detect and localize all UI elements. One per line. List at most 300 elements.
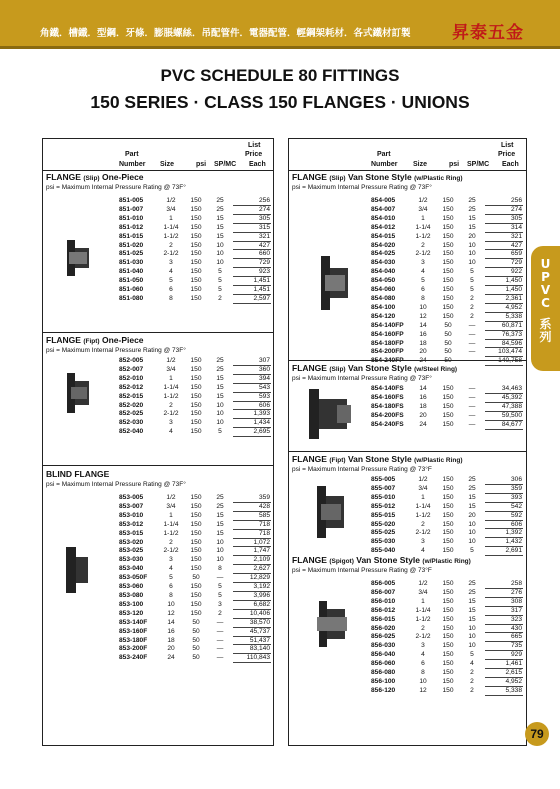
sp-mc: — [216,636,224,644]
table-row [371,348,523,357]
list-price: 665 [485,633,523,642]
list-price: 2,627 [233,565,271,574]
size: 10 [419,303,427,311]
sp-mc: 10 [216,250,224,258]
part-number: 856-005 [371,580,396,588]
sp-mc: 25 [216,502,224,510]
psi: 150 [442,294,454,302]
table-row [119,556,271,565]
sp-mc: — [216,574,224,582]
size: 2 [421,520,425,528]
table-row [371,686,523,695]
psi-note: psi = Maximum Internal Pressure Rating @ 73F° [46,184,186,191]
part-number: 853-007 [119,502,144,510]
table-row [371,677,523,686]
psi: 150 [190,268,202,276]
sp-mc: 10 [468,529,476,537]
part-number: 853-160F [119,627,148,635]
psi: 150 [442,286,454,294]
psi-note: psi = Maximum Internal Pressure Rating @ 73°F [292,567,432,574]
table-row [371,597,523,606]
list-price: 315 [233,223,271,232]
psi-note: psi = Maximum Internal Pressure Rating @ 73F° [292,184,432,191]
part-number: 854-100 [371,303,396,311]
part-number: 854-080 [371,294,396,302]
part-number: 853-080 [119,591,144,599]
table-row [371,205,523,214]
size: 1-1/4 [415,223,431,231]
sp-mc: 2 [470,686,474,694]
psi: 150 [190,223,202,231]
psi: 150 [190,241,202,249]
size: 18 [419,402,427,410]
psi: 150 [442,651,454,659]
part-number: 854-200FP [371,348,404,356]
size: 2-1/2 [163,250,179,258]
sp-mc: 15 [216,511,224,519]
sp-mc: — [468,348,476,356]
left-price-panel [42,138,274,746]
table-row [119,520,271,529]
sp-mc: 5 [470,651,474,659]
table-row [119,419,271,428]
list-price: 359 [233,494,271,502]
part-number: 851-012 [119,223,144,231]
list-price: 308 [485,597,523,606]
sp-mc: 15 [216,520,224,528]
price-label: Price [245,151,263,158]
table-row [119,250,271,259]
table-row [119,609,271,618]
part-number: 852-025 [119,410,144,418]
list-price: 922 [485,268,523,277]
part-number: 853-180F [119,636,148,644]
column-header [289,139,526,171]
list-price: 718 [233,529,271,538]
size: 8 [169,294,173,302]
part-number: 852-030 [119,419,144,427]
list-price: 359 [485,484,523,493]
section-title: FLANGE (Fipt) Van Stone Style (w/Plastic Ring) [292,454,463,464]
part-number: 851-005 [119,197,144,205]
table-row [119,401,271,410]
list-price: 2,109 [233,556,271,565]
table-row [119,600,271,609]
size: 5 [421,277,425,285]
list-price: 3,192 [233,583,271,592]
list-price: 103,474 [485,348,523,357]
sp-mc: — [468,393,476,401]
table-row [119,428,271,437]
list-price: 3,996 [233,591,271,600]
list-label: List [501,142,514,149]
psi: 150 [442,197,454,205]
size: 1-1/2 [415,615,431,623]
table-row [119,565,271,574]
sp-mc: — [216,627,224,635]
column-header [43,139,273,171]
table-row [371,538,523,547]
section-title: FLANGE (Spigot) Van Stone Style (w/Plastic Ring) [292,555,471,565]
psi: 150 [442,241,454,249]
section-divider [43,332,273,333]
sp-mc: 15 [216,232,224,240]
psi: 150 [442,268,454,276]
blind-flange-image [63,543,93,597]
section-title: FLANGE (Slip) Van Stone Style (w/Plastic Ring) [292,172,463,182]
table-row [371,476,523,484]
psi: 150 [442,476,454,484]
table-row [371,651,523,660]
size: 1-1/2 [163,392,179,400]
flange-slip-image [65,230,93,286]
table-row [371,606,523,615]
part-number: 853-240F [119,654,148,662]
sp-mc: 10 [216,401,224,409]
sp-mc: — [468,411,476,419]
list-price: 606 [485,520,523,529]
size: 3 [169,556,173,564]
number-label: Number [119,161,146,168]
table-row [119,365,271,374]
table-row [371,642,523,651]
part-number: 851-040 [119,268,144,276]
psi: 50 [444,339,452,347]
size: 3/4 [166,205,176,213]
table-row [371,393,523,402]
sp-mc: — [216,618,224,626]
part-number: 855-030 [371,538,396,546]
table-row [119,294,271,303]
size: 2-1/2 [163,410,179,418]
psi: 150 [442,277,454,285]
table-row [119,538,271,547]
number-label: Number [371,161,398,168]
psi: 150 [442,232,454,240]
psi: 150 [442,633,454,641]
sp-mc: 25 [468,580,476,588]
list-price: 360 [233,365,271,374]
list-price: 542 [485,502,523,511]
size: 4 [421,651,425,659]
part-number: 855-005 [371,476,396,484]
sp-mc: 10 [468,538,476,546]
psi: 150 [190,197,202,205]
sp-mc: 15 [468,615,476,623]
part-number: 853-025 [119,547,144,555]
table-row [371,511,523,520]
side-tab-char: 列 [539,330,552,344]
sp-mc: — [468,357,476,365]
sp-mc: 15 [468,223,476,231]
sp-mc: 10 [216,538,224,546]
list-price: 5,338 [485,312,523,321]
list-price: 393 [485,493,523,502]
category-side-tab [531,246,560,371]
part-number: 853-020 [119,538,144,546]
psi: 150 [190,357,202,365]
table-row [371,411,523,420]
part-number: 851-080 [119,294,144,302]
list-price: 430 [485,624,523,633]
table-row [371,624,523,633]
part-number: 854-160FP [371,330,404,338]
psi: 50 [444,348,452,356]
part-number: 853-050F [119,574,148,582]
psi: 50 [192,618,200,626]
psi: 150 [190,383,202,391]
size: 1 [421,214,425,222]
psi: 150 [190,214,202,222]
table-row [119,214,271,223]
banner-divider [0,46,560,49]
part-number: 856-040 [371,651,396,659]
each-label: Each [502,161,519,168]
side-tab-char: P [541,270,550,284]
table-row [371,493,523,502]
list-price: 45,392 [485,393,523,402]
part-number: 854-005 [371,197,396,205]
sp-mc: 3 [218,600,222,608]
size: 8 [169,591,173,599]
psi: 150 [442,588,454,596]
list-price: 47,388 [485,402,523,411]
sp-mc: 5 [218,286,222,294]
price-table [119,494,271,663]
table-row [119,223,271,232]
sp-mc: 10 [468,624,476,632]
size: 24 [419,420,427,428]
list-price: 729 [233,259,271,268]
list-price: 317 [485,606,523,615]
sp-mc: 15 [468,502,476,510]
price-table [371,476,523,556]
sp-mc: 2 [470,677,474,685]
psi: 150 [442,669,454,677]
size: 1 [169,214,173,222]
psi: 150 [190,583,202,591]
sp-mc: 10 [216,259,224,267]
part-number: 852-020 [119,401,144,409]
part-number: 851-020 [119,241,144,249]
size: 3/4 [418,484,428,492]
list-price: 110,843 [233,654,271,663]
table-row [371,402,523,411]
size: 8 [421,294,425,302]
psi: 150 [442,597,454,605]
price-label: Price [498,151,516,158]
part-label: Part [377,151,391,158]
psi: 150 [190,205,202,213]
table-row [371,385,523,393]
price-table [371,197,523,366]
list-price: 592 [485,511,523,520]
sp-mc: — [468,330,476,338]
list-price: 1,393 [233,410,271,419]
part-number: 856-020 [371,624,396,632]
psi: 150 [190,286,202,294]
psi: 150 [442,580,454,588]
size: 20 [419,348,427,356]
part-number: 854-010 [371,214,396,222]
list-price: 606 [233,401,271,410]
flange-fipt-image [65,367,93,419]
sp-mc: 2 [470,669,474,677]
table-row [119,654,271,663]
table-row [119,574,271,583]
psi: 150 [190,428,202,436]
sp-mc: 5 [218,428,222,436]
price-table [119,357,271,437]
sp-mc: 25 [216,197,224,205]
psi: 150 [442,250,454,258]
size: 3/4 [418,588,428,596]
list-price: 2,615 [485,669,523,678]
table-row [371,303,523,312]
sp-mc: 15 [216,223,224,231]
table-row [371,330,523,339]
size: 1/2 [166,357,176,365]
table-row [119,241,271,250]
psi: 150 [442,624,454,632]
psi: 150 [190,600,202,608]
part-number: 851-010 [119,214,144,222]
part-number: 854-120 [371,312,396,320]
list-price: 305 [485,214,523,223]
part-number: 856-025 [371,633,396,641]
table-row [371,420,523,429]
part-number: 854-025 [371,250,396,258]
table-row [371,502,523,511]
psi: 150 [190,511,202,519]
list-price: 274 [233,205,271,214]
table-row [119,583,271,592]
part-number: 853-100 [119,600,144,608]
psi: 50 [192,636,200,644]
size: 1-1/4 [163,383,179,391]
list-price: 585 [233,511,271,520]
table-row [371,286,523,295]
part-number: 856-030 [371,642,396,650]
psi: 50 [444,321,452,329]
part-number: 855-020 [371,520,396,528]
psi: 150 [442,502,454,510]
psi: 150 [442,615,454,623]
part-number: 853-005 [119,494,144,502]
size-label: Size [413,161,428,168]
list-price: 1,461 [485,660,523,669]
sp-mc: 5 [218,277,222,285]
size: 1-1/4 [163,520,179,528]
psi: 150 [190,277,202,285]
table-row [371,277,523,286]
vanstone-fipt-image [315,480,351,546]
size: 2 [169,401,173,409]
price-table [371,385,523,430]
list-price: 60,871 [485,321,523,330]
table-row [119,197,271,205]
sp-mc: 15 [216,374,224,382]
size: 16 [167,627,175,635]
sp-mc: 15 [216,529,224,537]
page-subtitle: 150 SERIES · CLASS 150 FLANGES · UNIONS [90,92,470,112]
part-number: 855-007 [371,484,396,492]
list-price: 6,682 [233,600,271,609]
list-price: 718 [233,520,271,529]
list-price: 1,434 [233,419,271,428]
table-row [371,250,523,259]
list-price: 12,829 [233,574,271,583]
psi: 150 [190,232,202,240]
table-row [371,529,523,538]
size: 6 [421,660,425,668]
vanstone-plastic-image [319,248,353,318]
sp-mc: 20 [468,232,476,240]
part-number: 854-240FS [371,420,404,428]
table-row [119,259,271,268]
table-row [371,241,523,250]
sp-mc: 25 [468,197,476,205]
psi: 150 [190,494,202,502]
sp-mc: 25 [216,494,224,502]
list-price: 256 [485,197,523,205]
part-number: 855-040 [371,547,396,555]
size: 3 [421,642,425,650]
sp-mc: 25 [216,357,224,365]
sp-mc: 5 [218,591,222,599]
list-price: 323 [485,615,523,624]
sp-mc: 10 [216,410,224,418]
part-number: 854-180FS [371,402,404,410]
table-row [119,494,271,502]
table-row [119,410,271,419]
list-price: 1,451 [233,286,271,295]
part-number: 853-140F [119,618,148,626]
table-row [119,529,271,538]
size: 5 [169,574,173,582]
psi-note: psi = Maximum Internal Pressure Rating @ 73F° [46,347,186,354]
section-title: FLANGE (Slip) One-Piece [46,172,144,182]
psi: 150 [190,419,202,427]
size: 12 [419,686,427,694]
list-price: 84,677 [485,420,523,429]
table-row [119,357,271,365]
page-title: PVC SCHEDULE 80 FITTINGS [160,66,400,85]
psi: 150 [190,250,202,258]
size: 5 [169,277,173,285]
table-row [371,580,523,588]
psi: 150 [190,401,202,409]
psi-label: psi [196,161,207,168]
size: 1-1/2 [163,232,179,240]
list-price: 1,392 [485,529,523,538]
size: 2-1/2 [415,529,431,537]
sp-mc: 2 [470,303,474,311]
part-number: 856-010 [371,597,396,605]
table-row [119,547,271,556]
sp-mc: 25 [468,476,476,484]
list-price: 321 [233,232,271,241]
psi: 150 [190,520,202,528]
list-price: 427 [485,241,523,250]
size: 1-1/2 [415,232,431,240]
sp-mc: 25 [468,588,476,596]
psi: 50 [192,654,200,662]
sp-mc: 5 [218,583,222,591]
psi: 150 [442,606,454,614]
size: 16 [419,393,427,401]
table-row [119,205,271,214]
